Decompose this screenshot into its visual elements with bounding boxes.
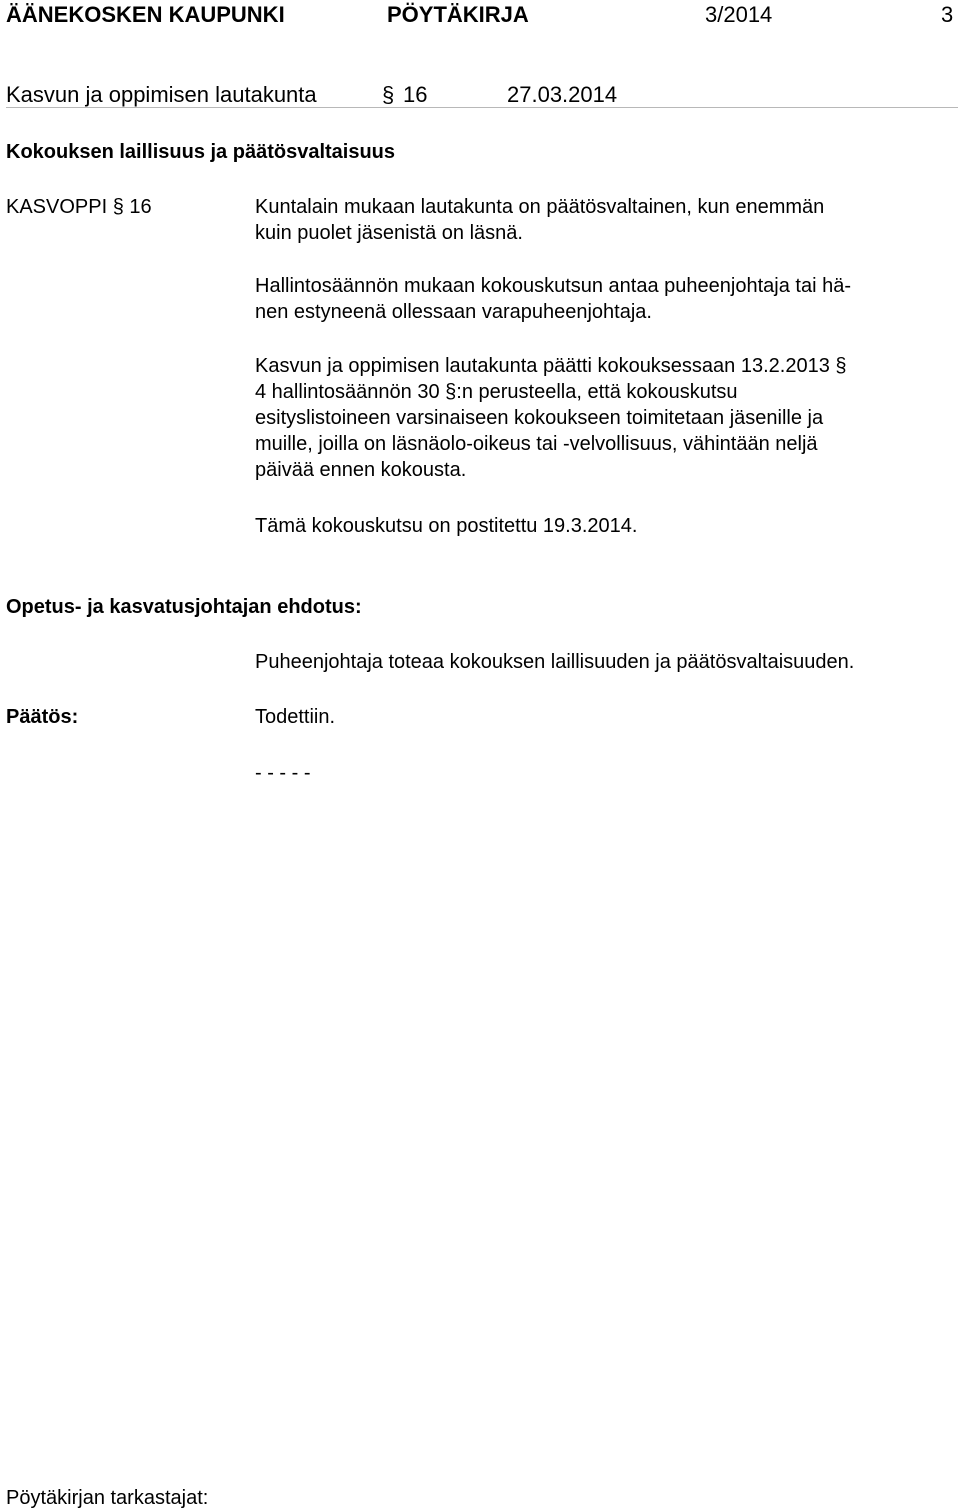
- document-type: PÖYTÄKIRJA: [387, 2, 529, 27]
- decision-label: Päätös:: [6, 706, 79, 728]
- paragraph-line: päivää ennen kokousta.: [255, 459, 467, 481]
- paragraph-invitation: [255, 273, 955, 325]
- paragraph-quorum: [255, 194, 955, 246]
- paragraph-line: Tämä kokouskutsu on postitettu 19.3.2014.: [255, 515, 638, 537]
- decision-text: Todettiin.: [255, 706, 336, 728]
- paragraph-line: esityslistoineen varsinaiseen kokoukseen toimitetaan jäsenille ja: [255, 407, 824, 429]
- reviewers-label: Pöytäkirjan tarkastajat:: [6, 1487, 209, 1509]
- paragraph-mailed: [255, 513, 955, 539]
- meeting-date: 27.03.2014: [507, 82, 618, 107]
- document-number: 3/2014: [705, 2, 773, 27]
- item-reference: KASVOPPI § 16: [6, 196, 152, 218]
- end-marker: - - - - -: [255, 762, 311, 784]
- paragraph-rules: [255, 353, 955, 483]
- item-title: Kokouksen laillisuus ja päätösvaltaisuus: [6, 141, 396, 163]
- proposal-label: Opetus- ja kasvatusjohtajan ehdotus:: [6, 596, 362, 618]
- paragraph-line: Kasvun ja oppimisen lautakunta päätti kokouksessaan 13.2.2013 §: [255, 355, 847, 377]
- paragraph-line: kuin puolet jäsenistä on läsnä.: [255, 222, 523, 244]
- section-symbol: §: [382, 82, 395, 107]
- paragraph-line: Kuntalain mukaan lautakunta on päätösvaltainen, kun enemmän: [255, 196, 825, 218]
- paragraph-line: 4 hallintosäännön 30 §:n perusteella, että kokouskutsu: [255, 381, 738, 403]
- organization-name: ÄÄNEKOSKEN KAUPUNKI: [6, 2, 285, 27]
- proposal-text: Puheenjohtaja toteaa kokouksen laillisuuden ja päätösvaltaisuuden.: [255, 651, 855, 673]
- paragraph-line: muille, joilla on läsnäolo-oikeus tai -velvollisuus, vähintään neljä: [255, 433, 818, 455]
- paragraph-line: nen estyneenä ollessaan varapuheenjohtaja.: [255, 301, 652, 323]
- paragraph-line: Hallintosäännön mukaan kokouskutsun antaa puheenjohtaja tai hä-: [255, 275, 851, 297]
- section-number: 16: [403, 82, 428, 107]
- page-number: 3: [941, 2, 954, 27]
- header-divider: [6, 107, 958, 108]
- committee-name: Kasvun ja oppimisen lautakunta: [6, 82, 317, 107]
